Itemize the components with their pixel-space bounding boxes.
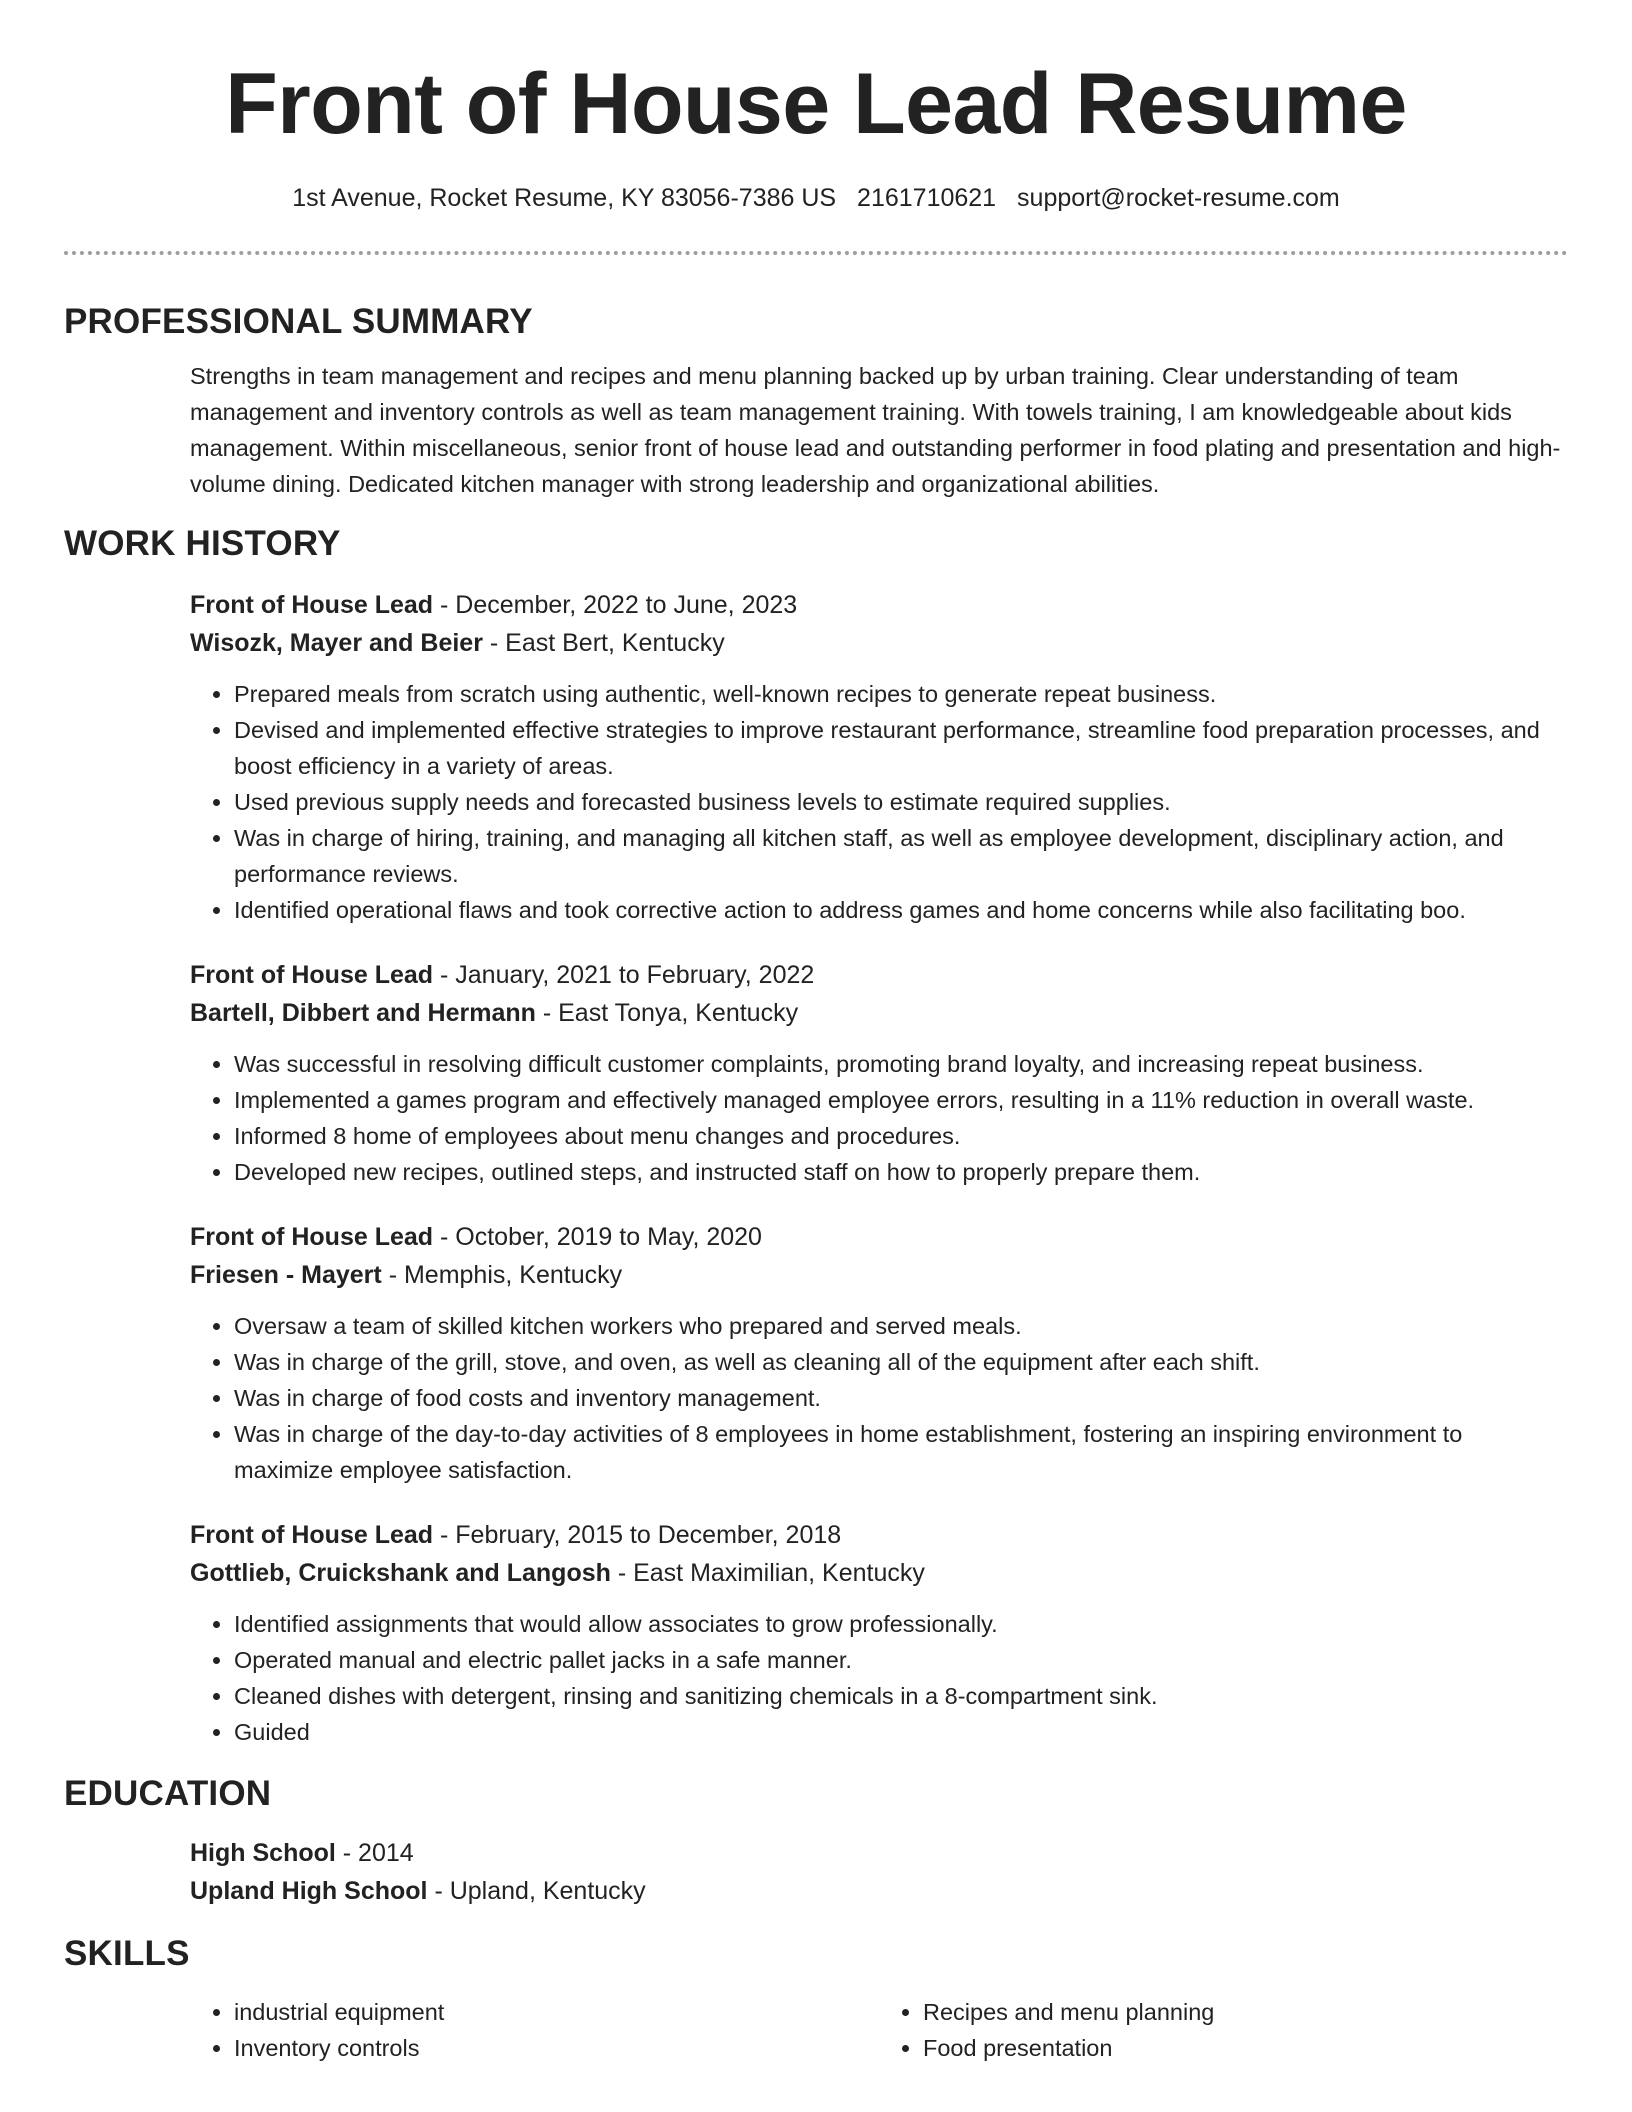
education-location: - Upland, Kentucky	[427, 1877, 646, 1905]
job-location: - East Bert, Kentucky	[482, 629, 725, 657]
education-entry	[190, 1834, 1568, 1910]
job-company: Gottlieb, Cruickshank and Langosh	[190, 1559, 611, 1587]
job-company: Friesen - Mayert	[190, 1261, 382, 1289]
job-bullet: • Implemented a games program and effectively managed employee errors, resulting in a 11% reduction in overall waste.	[234, 1082, 1568, 1118]
job-bullet: • Identified assignments that would allow associates to grow professionally.	[234, 1606, 1568, 1642]
job-dates: - December, 2022 to June, 2023	[433, 591, 798, 619]
job-bullet: • Operated manual and electric pallet jacks in a safe manner.	[234, 1642, 1568, 1678]
skill-item: • Recipes and menu planning	[923, 1994, 1568, 2030]
job-bullet: • Was successful in resolving difficult customer complaints, promoting brand loyalty, and increasing repeat business.	[234, 1046, 1568, 1082]
education-degree: High School	[190, 1839, 336, 1867]
job-company: Wisozk, Mayer and Beier	[190, 629, 483, 657]
skills-column-right	[879, 1994, 1568, 2066]
skill-item: • Food presentation	[923, 2030, 1568, 2066]
job-bullet: • Was in charge of the grill, stove, and oven, as well as cleaning all of the equipment after each shift.	[234, 1344, 1568, 1380]
job-title: Front of House Lead	[190, 1521, 434, 1549]
job-bullet: • Identified operational flaws and took corrective action to address games and home concerns while also facilitating boo.	[234, 892, 1568, 928]
skill-item: • Inventory controls	[234, 2030, 879, 2066]
contact-address: 1st Avenue, Rocket Resume, KY 83056-7386 US	[292, 184, 837, 212]
job-company-line	[190, 624, 1568, 662]
job-bullets	[190, 1606, 1568, 1750]
skills-heading: SKILLS	[64, 1934, 190, 1973]
job-title-line	[190, 586, 1568, 624]
job-bullet: • Developed new recipes, outlined steps, and instructed staff on how to properly prepare them.	[234, 1154, 1568, 1190]
job-location: - Memphis, Kentucky	[381, 1261, 623, 1289]
education-school: Upland High School	[190, 1877, 428, 1905]
job-location: - East Tonya, Kentucky	[535, 999, 799, 1027]
job-company-line	[190, 994, 1568, 1032]
contact-email: support@rocket-resume.com	[1017, 184, 1340, 212]
education-heading: EDUCATION	[64, 1774, 272, 1813]
skills-list	[190, 1994, 1568, 2066]
job-entry	[190, 586, 1568, 928]
job-bullets	[190, 1046, 1568, 1190]
job-location: - East Maximilian, Kentucky	[610, 1559, 925, 1587]
page-title: Front of House Lead Resume	[225, 56, 1407, 152]
summary-text: Strengths in team management and recipes and menu planning backed up by urban training. Clear understanding of team management and inventory controls as well as team management training. With towels training, I am knowledgeable about kids management. Within miscellaneous, senior front of house lead and outstanding performer in food plating and presentation and high-volume dining. Dedicated kitchen manager with strong leadership and organizational abilities.	[190, 363, 1561, 497]
job-title-line	[190, 1218, 1568, 1256]
job-title: Front of House Lead	[190, 961, 434, 989]
job-bullet: • Devised and implemented effective strategies to improve restaurant performance, streamline food preparation processes, and boost efficiency in a variety of areas.	[234, 712, 1568, 784]
job-bullet: • Oversaw a team of skilled kitchen workers who prepared and served meals.	[234, 1308, 1568, 1344]
skill-item: • industrial equipment	[234, 1994, 879, 2030]
contact-line	[0, 180, 1632, 216]
job-bullet: • Cleaned dishes with detergent, rinsing and sanitizing chemicals in a 8-compartment sink.	[234, 1678, 1568, 1714]
skills-column-left	[190, 1994, 879, 2066]
job-dates: - January, 2021 to February, 2022	[433, 961, 815, 989]
job-title-line	[190, 1516, 1568, 1554]
job-company: Bartell, Dibbert and Hermann	[190, 999, 536, 1027]
job-bullet: • Informed 8 home of employees about menu changes and procedures.	[234, 1118, 1568, 1154]
job-title: Front of House Lead	[190, 1223, 434, 1251]
job-bullet: • Used previous supply needs and forecasted business levels to estimate required supplies.	[234, 784, 1568, 820]
job-entry	[190, 956, 1568, 1190]
education-year: - 2014	[335, 1839, 414, 1867]
work-history-heading: WORK HISTORY	[64, 524, 341, 563]
job-bullets	[190, 1308, 1568, 1488]
job-bullet: • Was in charge of hiring, training, and managing all kitchen staff, as well as employee development, disciplinary action, and performance reviews.	[234, 820, 1568, 892]
job-bullet: • Was in charge of food costs and inventory management.	[234, 1380, 1568, 1416]
job-title-line	[190, 956, 1568, 994]
education-school-line	[190, 1872, 1568, 1910]
job-company-line	[190, 1256, 1568, 1294]
job-entry	[190, 1516, 1568, 1750]
job-bullet: • Guided	[234, 1714, 1568, 1750]
job-dates: - October, 2019 to May, 2020	[433, 1223, 762, 1251]
job-bullet: • Was in charge of the day-to-day activities of 8 employees in home establishment, fostering an inspiring environment to maximize employee satisfaction.	[234, 1416, 1568, 1488]
header-divider	[64, 251, 1568, 255]
education-degree-line	[190, 1834, 1568, 1872]
job-title: Front of House Lead	[190, 591, 434, 619]
summary-heading: PROFESSIONAL SUMMARY	[64, 302, 533, 341]
job-entry	[190, 1218, 1568, 1488]
resume-content	[64, 292, 1568, 2066]
job-company-line	[190, 1554, 1568, 1592]
job-dates: - February, 2015 to December, 2018	[433, 1521, 842, 1549]
job-bullets	[190, 676, 1568, 928]
job-bullet: • Prepared meals from scratch using authentic, well-known recipes to generate repeat business.	[234, 676, 1568, 712]
contact-phone: 2161710621	[857, 184, 997, 212]
